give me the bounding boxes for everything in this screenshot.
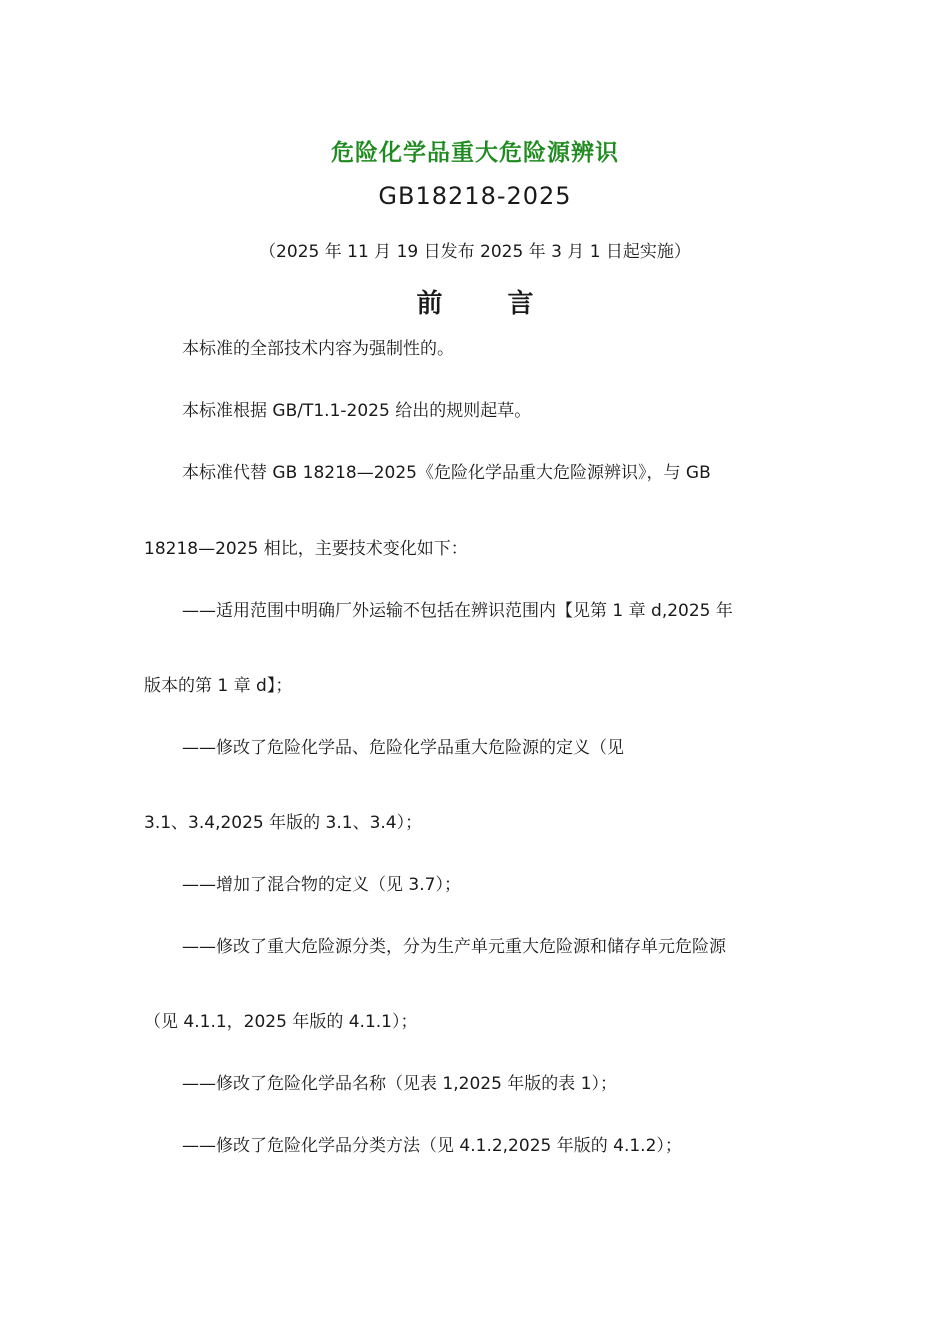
publication-dates: （2025 年 11 月 19 日发布 2025 年 3 月 1 日起实施） bbox=[259, 242, 691, 262]
paragraph-replaces-cont: 18218—2025 相比，主要技术变化如下： bbox=[144, 539, 468, 559]
paragraph-drafting-rules: 本标准根据 GB/T1.1-2025 给出的规则起草。 bbox=[182, 401, 532, 421]
change-item-classification: ——修改了重大危险源分类，分为生产单元重大危险源和储存单元危险源 bbox=[182, 937, 726, 957]
change-item-scope-cont: 版本的第 1 章 d】； bbox=[144, 676, 293, 696]
change-item-definitions-cont: 3.1、3.4,2025 年版的 3.1、3.4）； bbox=[144, 813, 423, 833]
standard-code: GB18218-2025 bbox=[378, 182, 572, 210]
change-item-scope: ——适用范围中明确厂外运输不包括在辨识范围内【见第 1 章 d,2025 年 bbox=[182, 601, 733, 621]
change-item-definitions: ——修改了危险化学品、危险化学品重大危险源的定义（见 bbox=[182, 738, 624, 758]
change-item-methods: ——修改了危险化学品分类方法（见 4.1.2,2025 年版的 4.1.2）； bbox=[182, 1136, 682, 1156]
change-item-mixture: ——增加了混合物的定义（见 3.7）； bbox=[182, 875, 461, 895]
document-title: 危险化学品重大危险源辨识 bbox=[331, 140, 619, 166]
paragraph-mandatory: 本标准的全部技术内容为强制性的。 bbox=[182, 339, 454, 359]
change-item-classification-cont: （见 4.1.1，2025 年版的 4.1.1）； bbox=[144, 1012, 418, 1032]
paragraph-replaces: 本标准代替 GB 18218—2025《危险化学品重大危险源辨识》，与 GB bbox=[182, 463, 711, 483]
foreword-heading: 前 言 bbox=[416, 289, 562, 319]
change-item-names: ——修改了危险化学品名称（见表 1,2025 年版的表 1）； bbox=[182, 1074, 618, 1094]
